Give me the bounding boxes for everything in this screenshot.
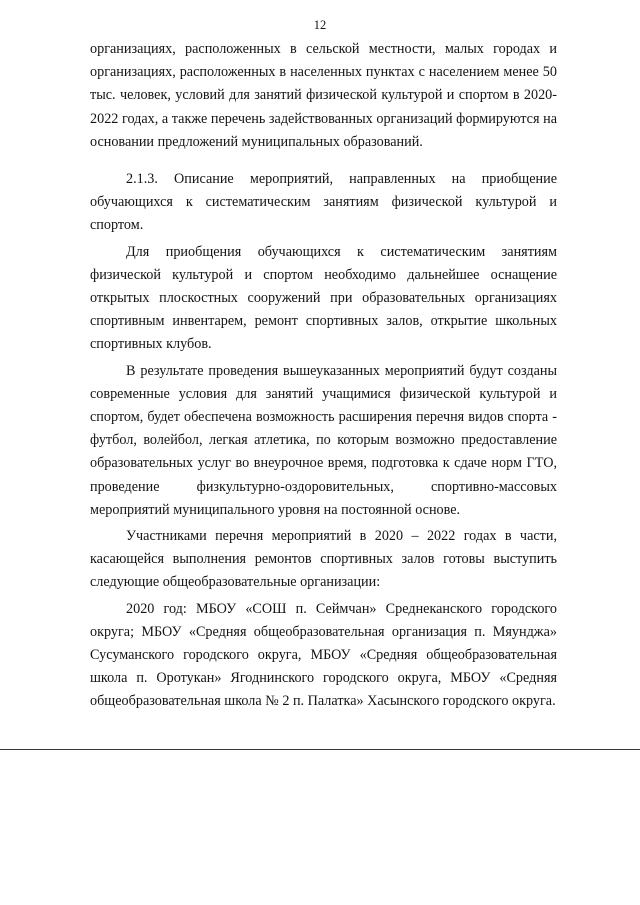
paragraph-participants: Участниками перечня мероприятий в 2020 – 2022 годах в части, касающейся выполнения ремонтов спортивных залов готовы выступить следующие общеобразовательные организации: xyxy=(90,528,557,591)
paragraph-equipment: Для приобщения обучающихся к систематическим занятиям физической культурой и спортом необходимо дальнейшее оснащение открытых плоскостных сооружений при образовательных организациях спортивным инвентарем, ремонт спортивных залов, открытие школьных спортивных клубов. xyxy=(90,243,557,353)
document-body xyxy=(90,38,557,714)
paragraph-results: В результате проведения вышеуказанных мероприятий будут созданы современные условия для занятий учащимися физической культурой и спортом, будет обеспечена возможность расширения перечня видов спорта - футбол, волейбол, легкая атлетика, по которым возможно предоставление образовательных услуг во внеурочное время, подготовка к сдаче норм ГТО, проведение физкультурно-оздоровительных, спортивно-массовых мероприятий муниципального уровня на постоянной основе. xyxy=(90,362,557,518)
page-number: 12 xyxy=(313,18,327,32)
paragraph-2020-schools: 2020 год: МБОУ «СОШ п. Сеймчан» Среднеканского городского округа; МБОУ «Средняя общеобразовательная организация п. Мяунджа» Сусуманского городского округа, МБОУ «Средняя общеобразовательная школа п. Оротукан» Ягоднинского городского округа, МБОУ «Средняя общеобразовательная школа № 2 п. Палатка» Хасынского городского округа. xyxy=(90,600,557,710)
page-divider-line xyxy=(0,749,640,750)
paragraph-continuation: организациях, расположенных в сельской местности, малых городах и организациях, расположенных в населенных пунктах с населением менее 50 тыс. человек, условий для занятий физической культурой и спортом в 2020-2022 годах, а также перечень задействованных организаций формируются на основании предложений муниципальных образований. xyxy=(90,41,557,150)
section-heading-2-1-3: 2.1.3. Описание мероприятий, направленных на приобщение обучающихся к систематическим занятиям физической культурой и спортом. xyxy=(90,171,557,234)
